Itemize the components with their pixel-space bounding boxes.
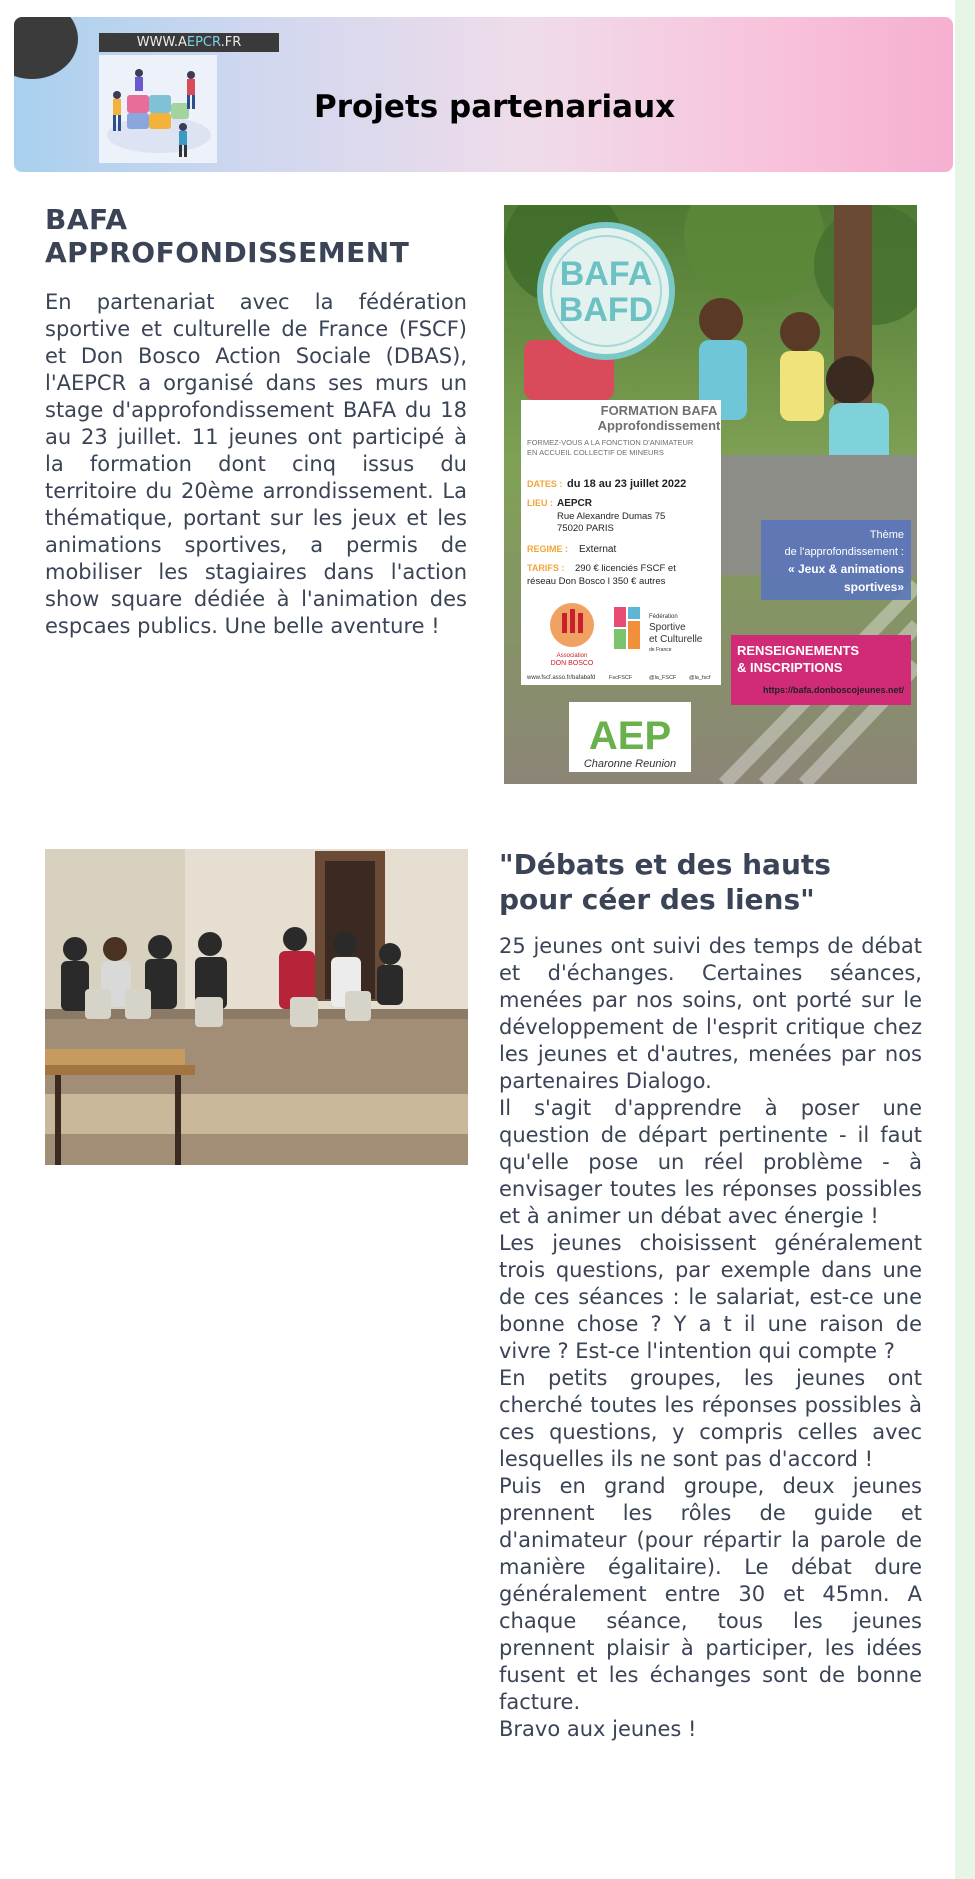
poster-renseign-url: https://bafa.donboscojeunes.net/ [762, 685, 904, 695]
debate-paragraph: En petits groupes, les jeunes ont cherché toutes les réponses possibles à ces questions, y compris celles avec lesquelles ils ne sont pas d'accord ! [499, 1366, 922, 1471]
corner-circle-decoration [14, 17, 78, 79]
poster-footer-social1: FscFSCF [609, 675, 633, 681]
debate-photo-svg [45, 849, 468, 1165]
debate-title-line1: "Débats et des hauts [499, 848, 831, 881]
poster-theme-line2: de l'approfondissement : [784, 546, 904, 558]
poster-logo2-caption1: Fédération [649, 614, 678, 620]
poster-sub2: EN ACCUEIL COLLECTIF DE MINEURS [527, 448, 664, 457]
debate-paragraph: Puis en grand groupe, deux jeunes prennent les rôles de guide et d'animateur (pour répartir la parole de manière égalitaire). Le débat dure généralement entre 30 et 45mn. A chaque séance, tous les jeunes prennent plaisir à participer, les idées fusent et les échanges sont de bonne facture. [499, 1474, 922, 1714]
poster-tarifs-value2: réseau Don Bosco l 350 € autres [527, 576, 666, 587]
poster-aep-caption: Charonne Reunion [583, 758, 677, 770]
bafa-section-body: En partenariat avec la fédération sportive et culturelle de France (FSCF) et Don Bosco Action Sociale (DBAS), l'AEPCR a organisé dans ses murs un stage d'approfondissement BAFA du 18 au 23 juillet. 11 jeunes ont participé à la formation dont cinq issus du territoire du 20ème arrondissement. La thématique, portant sur les jeux et les animations sportives, a permis de mobiliser les stagiaires dans l'action show square dédiée à l'animation des espcaes publics. Une belle aventure ! [45, 290, 467, 638]
poster-heading1: FORMATION BAFA [600, 403, 718, 418]
poster-footer-social2: @la_FSCF [649, 675, 677, 681]
website-url[interactable] [99, 33, 279, 52]
poster-tarifs-label: TARIFS : [527, 563, 565, 573]
poster-heading2: Approfondissement [597, 418, 721, 433]
poster-renseign-line2: & INSCRIPTIONS [737, 660, 843, 675]
poster-logo2-caption2: Sportive [649, 622, 686, 633]
poster-dates-label: DATES : [527, 479, 563, 489]
debate-paragraph: 25 jeunes ont suivi des temps de débat et d'échanges. Certaines séances, menées par nos soins, ont porté sur le développement de l'esprit critique chez les jeunes et d'autres, menées par nos partenaires Dialogo. [499, 934, 922, 1093]
poster-lieu-city: 75020 PARIS [557, 523, 614, 534]
poster-footer-url: www.fscf.asso.fr/bafabafd [527, 675, 596, 681]
poster-lieu-label: LIEU : [527, 498, 553, 508]
poster-aep-logo: AEP [588, 714, 672, 758]
url-highlight: EPCR [186, 35, 221, 50]
debate-section-body [499, 933, 922, 1743]
puzzle-illustration-svg [99, 55, 217, 163]
poster-lieu-name: AEPCR [557, 498, 593, 509]
poster-logo1-caption2: DON BOSCO [550, 660, 594, 667]
poster-logo1-caption1: Association [556, 653, 588, 659]
right-margin-strip [955, 0, 975, 1879]
bafa-section-title [45, 203, 465, 269]
poster-renseign-line1: RENSEIGNEMENTS [737, 643, 860, 658]
teamwork-puzzle-illustration [99, 55, 217, 163]
url-prefix: WWW.A [136, 35, 187, 50]
poster-sub1: FORMEZ-VOUS A LA FONCTION D'ANIMATEUR [527, 438, 694, 447]
debate-paragraph: Bravo aux jeunes ! [499, 1717, 697, 1741]
bafa-poster-image[interactable] [504, 205, 917, 784]
poster-theme-line4: sportives» [843, 580, 904, 594]
poster-logo2-caption4: de France [649, 647, 672, 653]
debate-title-line2: pour céer des liens" [499, 883, 815, 916]
poster-regime-value: Externat [579, 544, 617, 555]
poster-tarifs-value1: 290 € licenciés FSCF et [575, 563, 676, 574]
poster-logo2-caption3: et Culturelle [649, 634, 703, 645]
debate-paragraph: Il s'agit d'apprendre à poser une question de départ pertinente - il faut qu'elle pose un réel problème - à envisager toutes les réponses possibles et à animer un débat avec énergie ! [499, 1096, 922, 1228]
url-suffix: .FR [220, 35, 242, 50]
debate-paragraph: Les jeunes choisissent généralement trois questions, par exemple dans une de ces séances : le salariat, est-ce une bonne chose ? Y a t il une raison de vivre ? Est-ce l'intention qui compte ? [499, 1231, 922, 1363]
debate-group-photo[interactable] [45, 849, 468, 1165]
poster-lieu-street: Rue Alexandre Dumas 75 [557, 511, 666, 522]
header-banner [14, 17, 953, 172]
bafa-title-line1: BAFA [45, 203, 128, 236]
poster-badge-line1: BAFA [559, 255, 653, 293]
poster-theme-line3: « Jeux & animations [787, 562, 904, 576]
debate-section-title [499, 847, 929, 917]
poster-theme-line1: Thème [869, 529, 904, 541]
banner-title: Projets partenariaux [314, 89, 676, 125]
bafa-title-line2: APPROFONDISSEMENT [45, 236, 410, 269]
poster-dates-value: du 18 au 23 juillet 2022 [567, 478, 687, 490]
bafa-poster-svg [504, 205, 917, 784]
poster-regime-label: REGIME : [527, 544, 569, 554]
poster-badge-line2: BAFD [558, 291, 654, 329]
poster-footer-social3: @la_fscf [689, 675, 711, 681]
